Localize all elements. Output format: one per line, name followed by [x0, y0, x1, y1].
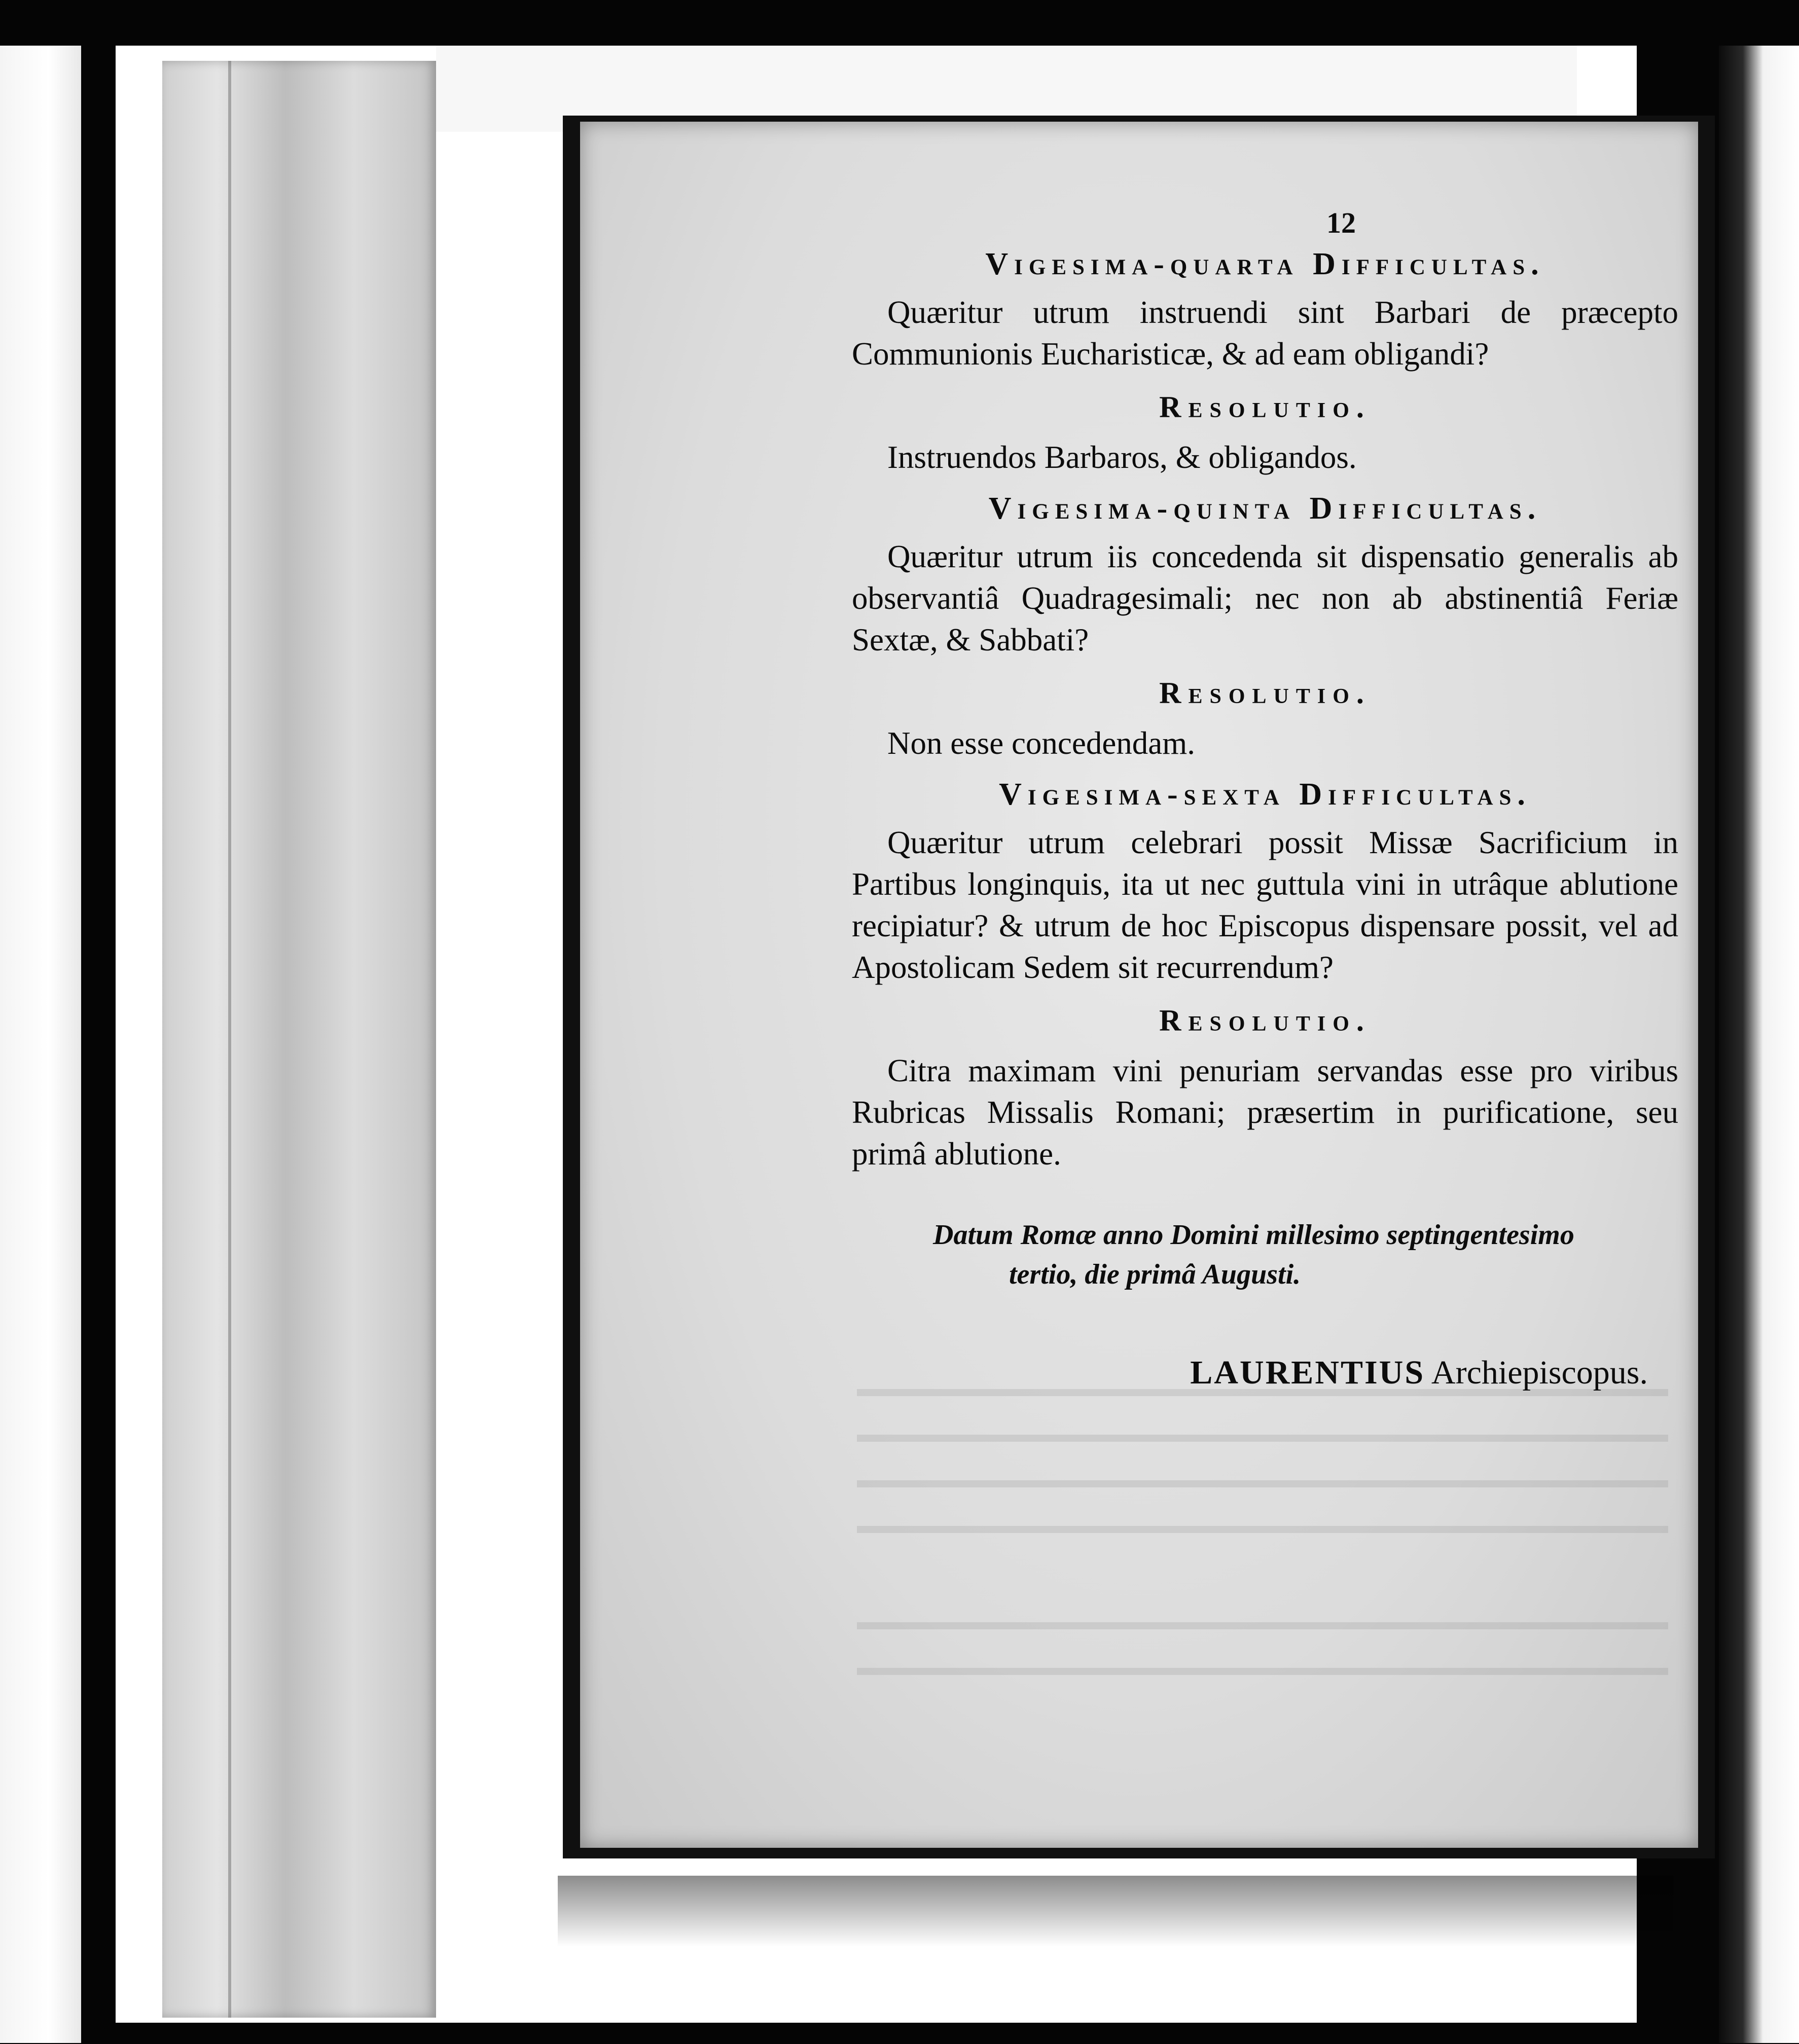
section-24 [852, 241, 1678, 478]
dating-line-1: Datum Romæ anno Domini millesimo septingentesimo [933, 1219, 1574, 1251]
section-heading: Vigesima-quarta Difficultas. [985, 247, 1545, 281]
signature [852, 1350, 1678, 1396]
page-number: 12 [1326, 206, 1356, 239]
question-paragraph: Quæritur utrum iis concedenda sit dispensatio generalis ab observantiâ Quadragesimali; nec non ab abstinentiâ Feriæ Sextæ, & Sabbati? [852, 539, 1678, 658]
section-heading: Vigesima-sexta Difficultas. [999, 777, 1531, 812]
dating-line [852, 1215, 1678, 1294]
bottom-shadow [558, 1876, 1673, 1947]
show-through-line [857, 1668, 1668, 1675]
section-26 [852, 771, 1678, 1175]
question-paragraph: Quæritur utrum instruendi sint Barbari de præcepto Communionis Eucharisticæ, & ad eam obligandi? [852, 295, 1678, 372]
dating-line-2: tertio, die primâ Augusti. [1009, 1259, 1301, 1290]
show-through-line [857, 1435, 1668, 1442]
answer-paragraph: Non esse concedendam. [887, 725, 1196, 761]
right-binding-edge [1719, 46, 1799, 2043]
resolutio-heading: Resolutio. [1159, 390, 1371, 424]
section-25 [852, 485, 1678, 764]
signature-title: Archiepiscopus. [1431, 1354, 1648, 1391]
signature-name: LAURENTIUS [1190, 1354, 1425, 1391]
show-through-line [857, 1480, 1668, 1487]
show-through-line [857, 1526, 1668, 1533]
answer-paragraph: Citra maximam vini penuriam servandas esse pro viribus Rubricas Missalis Romani; præsertim in purificatione, seu primâ ablutione. [852, 1053, 1678, 1172]
answer-paragraph: Instruendos Barbaros, & obligandos. [887, 440, 1357, 475]
resolutio-heading: Resolutio. [1159, 676, 1371, 710]
folded-paper-edge [162, 61, 436, 2018]
question-paragraph: Quæritur utrum celebrari possit Missæ Sacrificium in Partibus longinquis, ita ut nec guttula vini in utrâque ablutione recipiatur? & utrum de hoc Episcopus dispensare possit, vel ad Apostolicam Sedem sit recurrendum? [852, 825, 1678, 985]
resolutio-heading: Resolutio. [1159, 1004, 1371, 1037]
section-heading: Vigesima-quinta Difficultas. [988, 491, 1542, 526]
page-text [852, 205, 1678, 1396]
left-paper-strip [0, 46, 81, 2043]
show-through-line [857, 1622, 1668, 1629]
